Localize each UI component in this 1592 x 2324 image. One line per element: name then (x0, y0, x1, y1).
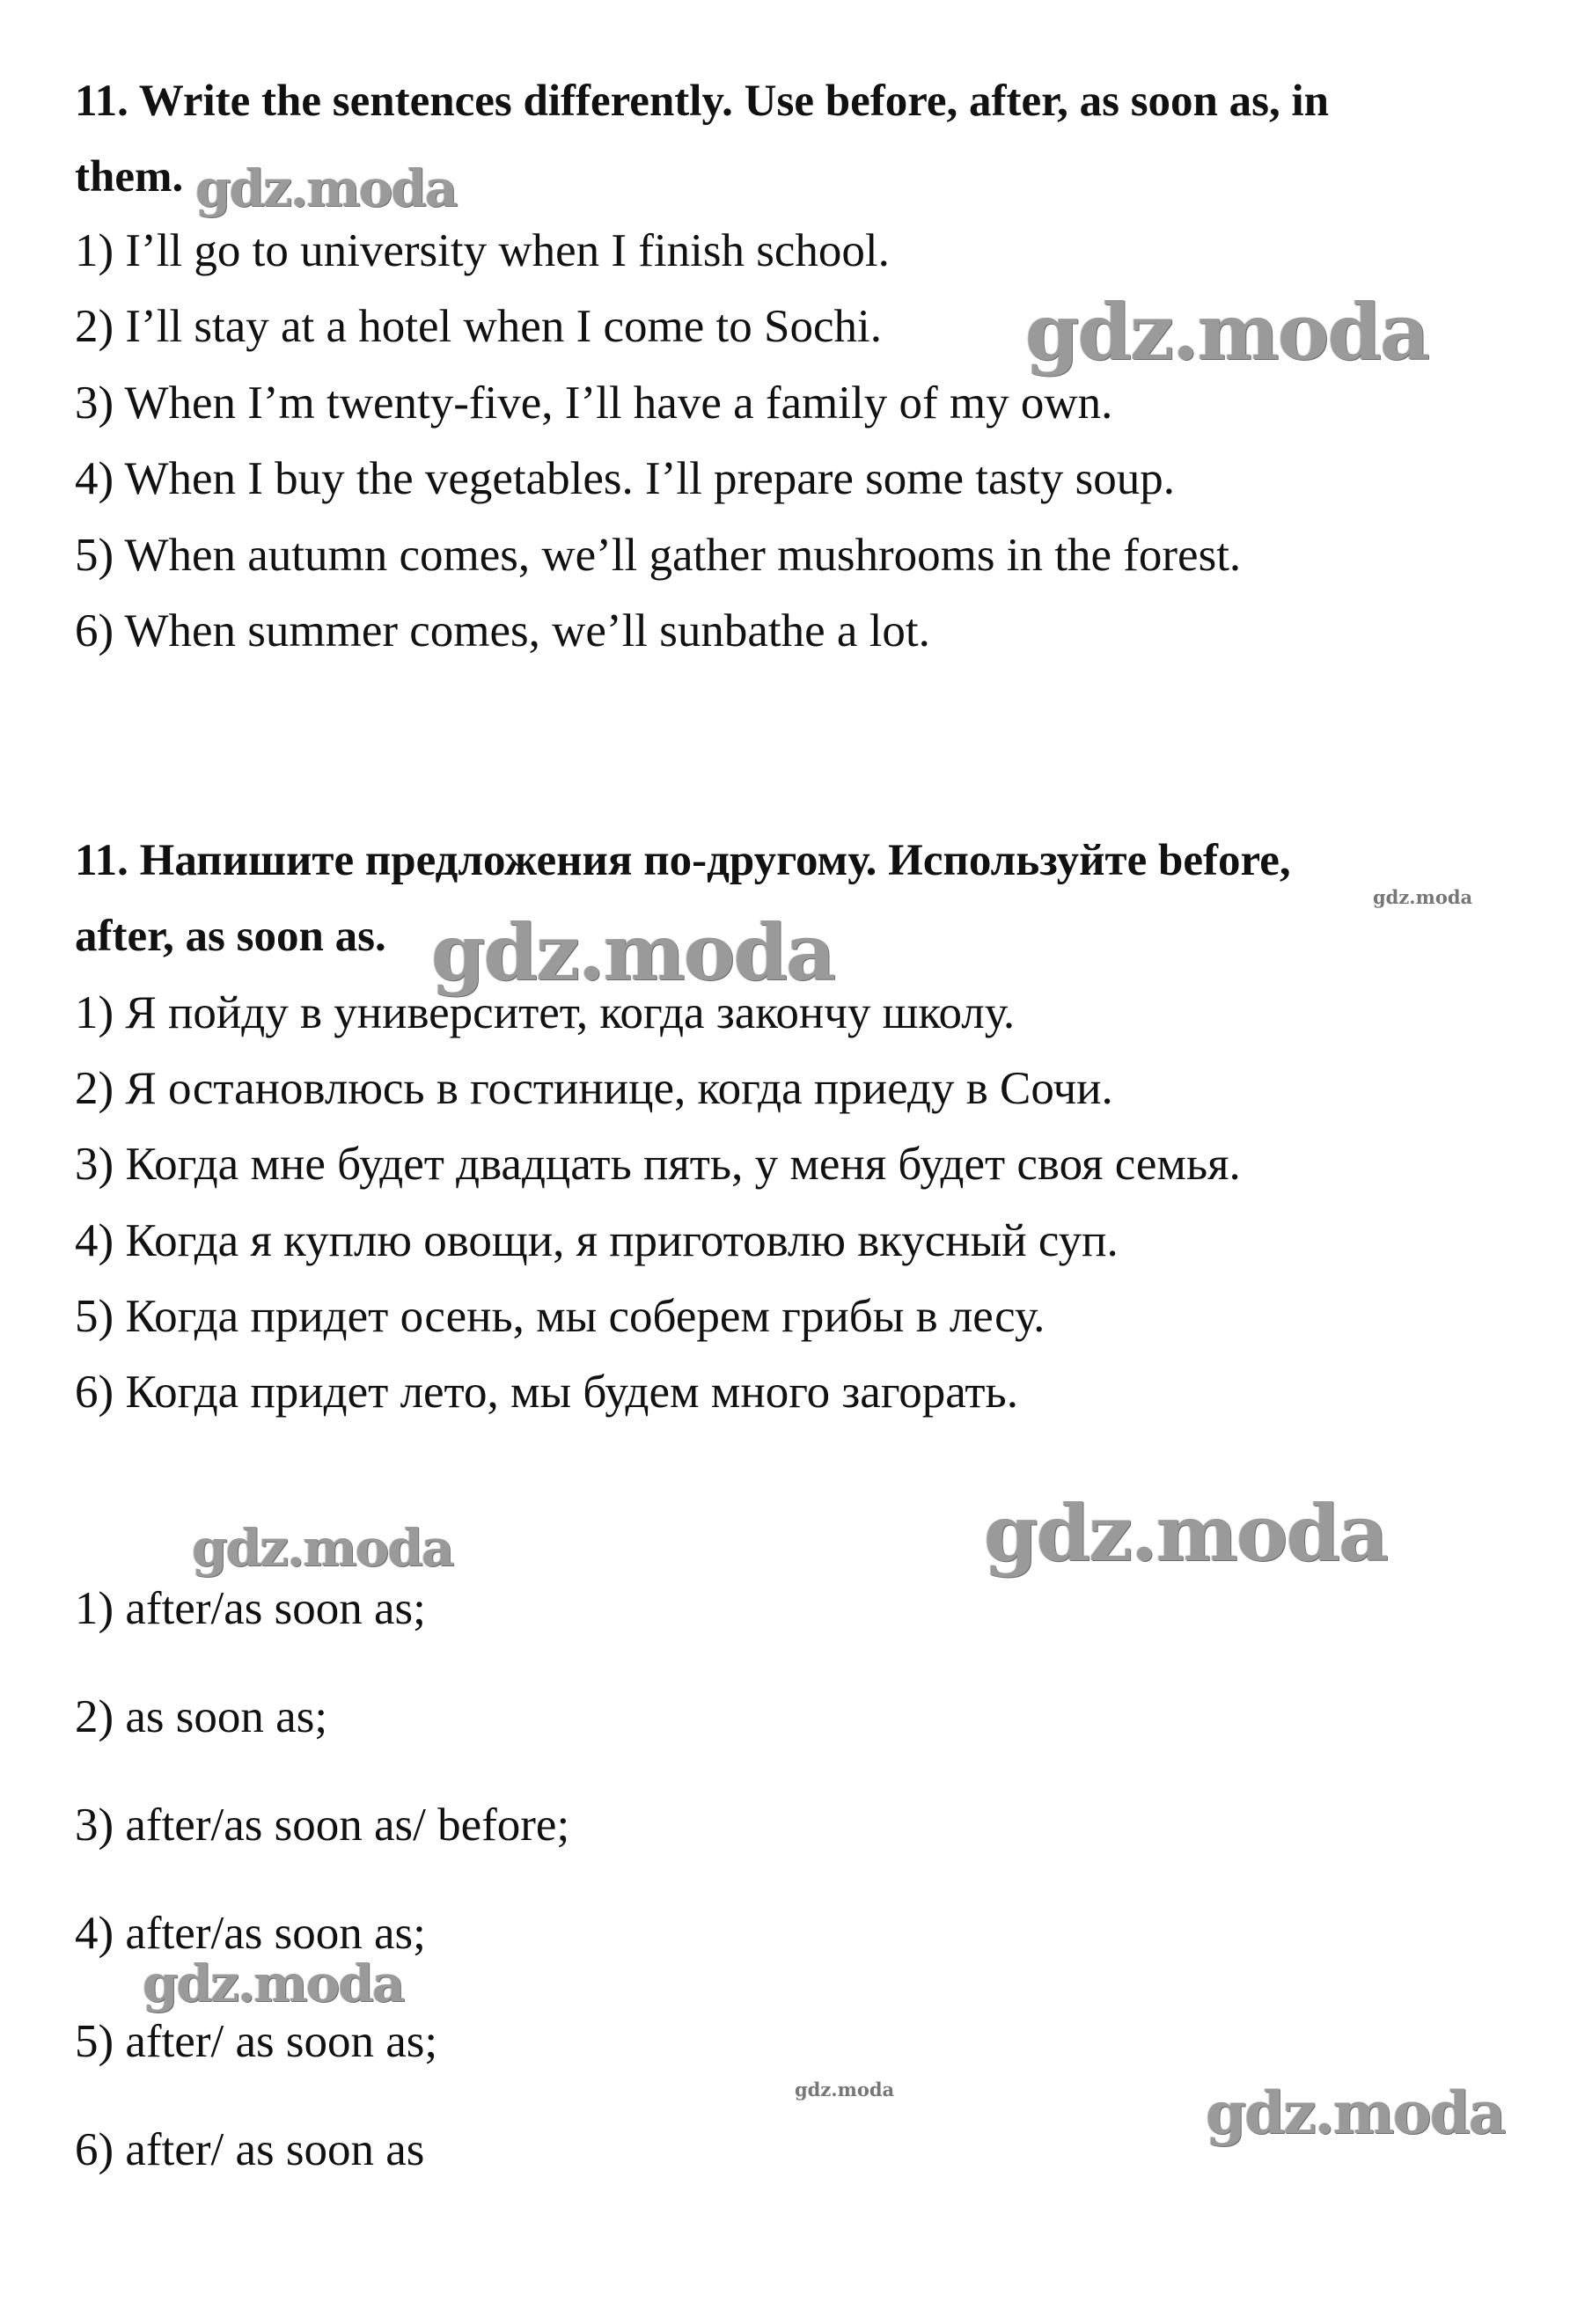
english-sentence-1: 1) I’ll go to university when I finish school. (75, 225, 890, 276)
english-sentence-5: 5) When autumn comes, we’ll gather mushrooms in the forest. (75, 530, 1242, 581)
answer-2: 2) as soon as; (75, 1691, 328, 1742)
english-sentence-6: 6) When summer comes, we’ll sunbathe a lot. (75, 605, 930, 656)
russian-sentence-1: 1) Я пойду в университет, когда закончу школу. (75, 987, 1016, 1038)
english-heading-line1: 11. Write the sentences differently. Use before, after, as soon as, in (75, 77, 1330, 126)
russian-heading-line1: 11. Напишите предложения по-другому. Используйте before, (75, 836, 1291, 885)
english-heading-line2: them. (75, 152, 184, 202)
watermark: gdz.moda (795, 2078, 895, 2100)
answer-5: 5) after/ as soon as; (75, 2016, 438, 2067)
watermark: gdz.moda (143, 1954, 404, 2013)
watermark: gdz.moda (192, 1518, 453, 1578)
russian-sentence-5: 5) Когда придет осень, мы соберем грибы в лесу. (75, 1291, 1045, 1342)
english-sentence-3: 3) When I’m twenty-five, I’ll have a family of my own. (75, 378, 1113, 429)
watermark: gdz.moda (1373, 886, 1473, 908)
watermark: gdz.moda (431, 906, 835, 998)
russian-heading-line2: after, as soon as. (75, 912, 386, 961)
answer-4: 4) after/as soon as; (75, 1908, 426, 1959)
watermark: gdz.moda (984, 1487, 1388, 1579)
answer-1: 1) after/as soon as; (75, 1583, 426, 1634)
russian-sentence-6: 6) Когда придет лето, мы будем много загорать. (75, 1367, 1018, 1418)
russian-sentence-3: 3) Когда мне будет двадцать пять, у меня будет своя семья. (75, 1139, 1241, 1190)
watermark: gdz.moda (1025, 286, 1429, 378)
watermark: gdz.moda (1206, 2078, 1505, 2147)
answer-6: 6) after/ as soon as (75, 2124, 425, 2175)
watermark: gdz.moda (195, 158, 457, 218)
russian-sentence-2: 2) Я остановлюсь в гостинице, когда приеду в Сочи. (75, 1063, 1113, 1114)
answer-3: 3) after/as soon as/ before; (75, 1800, 570, 1851)
russian-sentence-4: 4) Когда я куплю овощи, я приготовлю вкусный суп. (75, 1215, 1119, 1266)
english-sentence-4: 4) When I buy the vegetables. I’ll prepare some tasty soup. (75, 453, 1176, 504)
english-sentence-2: 2) I’ll stay at a hotel when I come to Sochi. (75, 301, 882, 352)
